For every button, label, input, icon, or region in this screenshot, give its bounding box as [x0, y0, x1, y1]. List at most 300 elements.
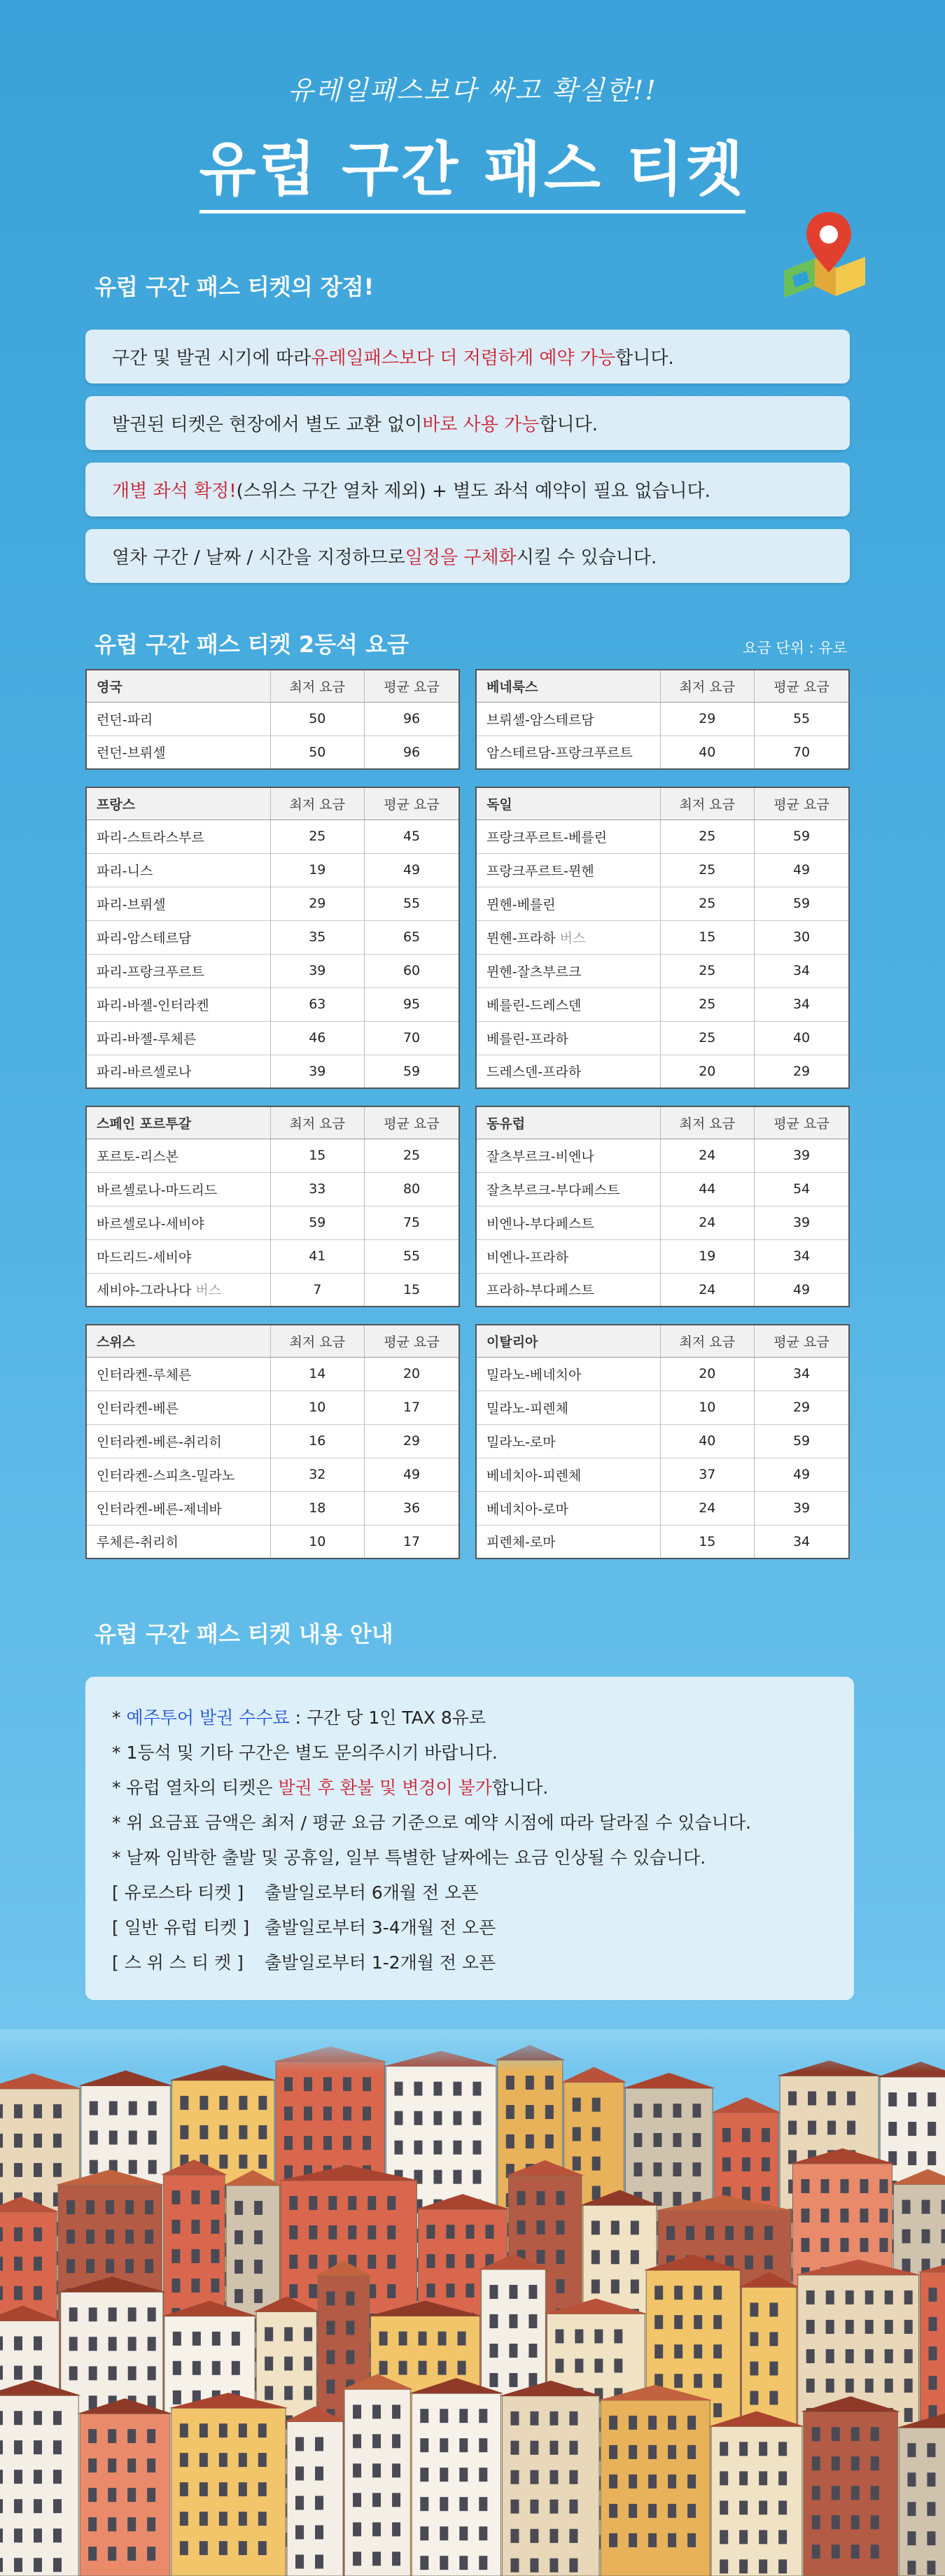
- info-highlight: 예주투어 발권 수수료: [126, 1708, 290, 1728]
- building-window: [147, 2458, 155, 2472]
- route-cell: [86, 1021, 270, 1055]
- avg-fare-cell: 39: [755, 1206, 849, 1239]
- building-window: [0, 2440, 3, 2454]
- building-window: [928, 2317, 937, 2331]
- min-fare-cell: 39: [270, 1055, 365, 1088]
- min-fare-cell: 15: [660, 1525, 755, 1558]
- col-avg-header: 평균 요금: [755, 787, 849, 819]
- building-window: [739, 2530, 748, 2544]
- building-window: [668, 2416, 676, 2430]
- fare-table-header: [476, 1325, 849, 1357]
- building-window: [387, 2225, 396, 2239]
- building-window: [832, 2427, 840, 2441]
- fare-table-header: [476, 787, 849, 819]
- building-window: [353, 2493, 361, 2507]
- building-window: [860, 2179, 868, 2193]
- info-line: [112, 1701, 854, 1736]
- building-window: [89, 2337, 97, 2351]
- avg-fare-cell: 65: [365, 920, 459, 954]
- merits-section: [0, 269, 945, 596]
- map-pin-icon: [778, 206, 869, 297]
- min-fare-cell: 46: [270, 1021, 365, 1055]
- building-window: [550, 2441, 558, 2455]
- building-window: [315, 2554, 323, 2568]
- route-name: 인터라켄-루체른: [97, 1367, 192, 1383]
- building-window: [686, 2226, 694, 2240]
- building-window: [14, 2528, 22, 2542]
- building-window: [309, 2196, 317, 2210]
- info-highlight: 발권 후 환불 및 변경이 불가: [278, 1778, 492, 1798]
- table-row: [86, 954, 459, 987]
- table-row: [476, 819, 849, 853]
- building-window: [258, 2541, 267, 2555]
- table-row: [86, 1206, 459, 1239]
- avg-fare-cell: 49: [755, 1458, 849, 1491]
- avg-fare-cell: 59: [755, 887, 849, 920]
- building-window: [573, 2098, 581, 2112]
- building-window: [69, 2307, 78, 2321]
- building-window: [509, 2285, 517, 2299]
- open-schedule-line: [112, 1945, 854, 1980]
- building-window: [368, 2255, 376, 2269]
- min-fare-cell: 20: [660, 1357, 755, 1391]
- building-window: [191, 2190, 200, 2204]
- building-window: [14, 2558, 22, 2572]
- building-window: [556, 2279, 565, 2293]
- building-window: [438, 2332, 447, 2346]
- col-avg-header: 평균 요금: [365, 670, 459, 702]
- building-window: [372, 2405, 381, 2419]
- open-period-text: 출발일로부터 3-4개월 전 오픈: [265, 1917, 496, 1938]
- building-window: [764, 2255, 773, 2269]
- merit-text: 발권된 티켓은 현장에서 별도 교환 없이: [112, 414, 423, 435]
- building: [172, 2408, 286, 2576]
- avg-fare-cell: 29: [755, 1391, 849, 1424]
- route-name: 인터라켄-베른-취리히: [97, 1434, 222, 1450]
- building-window: [692, 2104, 701, 2118]
- building-window: [634, 2104, 642, 2118]
- building-window: [713, 2403, 722, 2417]
- building-window: [739, 2442, 748, 2456]
- fare-table: [475, 787, 850, 1089]
- building-window: [673, 2162, 681, 2176]
- building-window: [127, 2547, 136, 2561]
- building-window: [759, 2471, 767, 2485]
- building-window: [609, 2475, 617, 2489]
- building-window: [654, 2315, 663, 2329]
- building-window: [348, 2225, 356, 2239]
- building-window: [289, 2196, 298, 2210]
- region-name: 동유럽: [476, 1106, 660, 1139]
- building-window: [239, 2155, 247, 2169]
- building-window: [128, 2307, 136, 2321]
- route-name: 뮌헨-잘츠부르크: [486, 964, 582, 980]
- route-cell: [476, 1172, 660, 1206]
- table-row: [86, 1391, 459, 1424]
- building-window: [304, 2136, 312, 2150]
- building-window: [34, 2440, 42, 2454]
- building-window: [326, 2350, 335, 2364]
- building-window: [66, 2259, 75, 2273]
- building-window: [127, 2458, 136, 2472]
- table-row: [476, 1391, 849, 1424]
- building-window: [34, 2411, 42, 2425]
- building-window: [674, 2315, 682, 2329]
- building-window: [528, 2285, 537, 2299]
- building-window: [453, 2141, 461, 2155]
- info-line: [112, 1806, 854, 1840]
- building-window: [219, 2453, 227, 2467]
- building-window: [927, 2531, 935, 2545]
- building-window: [614, 2358, 622, 2372]
- route-name: 밀라노-로마: [486, 1434, 556, 1450]
- route-cell: [86, 1055, 270, 1088]
- building-window: [14, 2366, 22, 2380]
- building-window: [53, 2558, 62, 2572]
- building-window: [304, 2106, 312, 2120]
- building-window: [720, 2442, 728, 2456]
- avg-fare-cell: 49: [755, 853, 849, 887]
- building-window: [234, 2201, 243, 2215]
- info-box: [85, 1677, 854, 2000]
- building-window: [106, 2200, 114, 2214]
- building-window: [53, 2134, 62, 2148]
- building-window: [295, 2437, 304, 2451]
- building-window: [379, 2361, 388, 2375]
- min-fare-cell: 59: [270, 1206, 365, 1239]
- min-fare-cell: 32: [270, 1458, 365, 1491]
- building-window: [0, 2257, 3, 2271]
- building-window: [426, 2283, 435, 2297]
- building-window: [14, 2470, 22, 2484]
- building-window: [128, 2337, 136, 2351]
- building-window: [840, 2238, 848, 2252]
- building-window: [446, 2254, 454, 2268]
- route-name: 런던-브뤼셀: [97, 745, 166, 761]
- building-window: [88, 2458, 97, 2472]
- route-cell: [86, 853, 270, 887]
- building-window: [629, 2445, 637, 2459]
- building-window: [769, 2391, 778, 2405]
- building-window: [927, 2092, 936, 2106]
- building-window: [368, 2196, 376, 2210]
- building-window: [826, 2379, 834, 2393]
- min-fare-cell: 25: [660, 1021, 755, 1055]
- building-window: [90, 2160, 98, 2174]
- hero-title: 유럽 구간 패스 티켓: [200, 122, 746, 213]
- building-window: [851, 2427, 860, 2441]
- building-window: [258, 2155, 267, 2169]
- building-window: [674, 2286, 682, 2300]
- building-window: [14, 2227, 22, 2241]
- building-window: [530, 2470, 538, 2484]
- merit-highlight: 유레일패스보다 더 저렴하게 예약 가능: [311, 348, 616, 369]
- building-window: [0, 2163, 3, 2177]
- building-window: [172, 2220, 180, 2234]
- building-window: [510, 2470, 519, 2484]
- building-window: [465, 2225, 474, 2239]
- building-window: [479, 2409, 487, 2423]
- building-window: [34, 2366, 42, 2380]
- building-window: [812, 2456, 820, 2470]
- building-window: [372, 2434, 381, 2448]
- table-row: [86, 1021, 459, 1055]
- building-window: [827, 2120, 836, 2134]
- fare-table: [475, 1324, 850, 1559]
- route-cell: [476, 887, 660, 920]
- building-window: [528, 2314, 537, 2328]
- building-window: [509, 2373, 517, 2387]
- building-window: [127, 2488, 136, 2502]
- building-window: [440, 2468, 448, 2482]
- building-window: [180, 2125, 188, 2139]
- region-name: 스위스: [86, 1325, 270, 1357]
- building-window: [673, 2192, 681, 2206]
- building-window: [219, 2155, 227, 2169]
- info-text: *: [112, 1708, 127, 1728]
- building-window: [53, 2440, 62, 2454]
- route-name: 인터라켄-스피츠-밀라노: [97, 1468, 235, 1484]
- building-window: [687, 2445, 696, 2459]
- avg-fare-cell: 39: [755, 1491, 849, 1525]
- building-window: [851, 2456, 860, 2470]
- building-window: [687, 2475, 696, 2489]
- building-window: [200, 2512, 208, 2526]
- building-window: [191, 2279, 200, 2293]
- building-window: [459, 2438, 468, 2452]
- building-window: [394, 2141, 402, 2155]
- building-window: [692, 2162, 701, 2176]
- building-window: [745, 2255, 753, 2269]
- building-window: [258, 2453, 267, 2467]
- col-min-header: 최저 요금: [660, 1106, 755, 1139]
- building-window: [489, 2314, 498, 2328]
- building-window: [420, 2556, 428, 2570]
- building-window: [192, 2361, 201, 2375]
- region-name: 스페인 포르투갈: [86, 1106, 270, 1139]
- col-avg-header: 평균 요금: [365, 1106, 459, 1139]
- region-name: 영국: [86, 670, 270, 702]
- building-window: [904, 2379, 913, 2393]
- col-avg-header: 평균 요금: [755, 1325, 849, 1357]
- building-window: [234, 2289, 243, 2303]
- table-row: [476, 1273, 849, 1307]
- merit-highlight: 바로 사용 가능: [422, 414, 540, 435]
- avg-fare-cell: 25: [365, 1139, 459, 1172]
- building-window: [927, 2122, 936, 2136]
- building-window: [573, 2157, 581, 2171]
- building-window: [392, 2493, 400, 2507]
- building-window: [326, 2321, 335, 2335]
- avg-fare-cell: 75: [365, 1206, 459, 1239]
- min-fare-cell: 24: [660, 1491, 755, 1525]
- avg-fare-cell: 49: [755, 1273, 849, 1307]
- building-window: [826, 2290, 834, 2304]
- building-window: [459, 2468, 468, 2482]
- building-roof: [711, 2097, 781, 2113]
- building-window: [145, 2259, 153, 2273]
- col-avg-header: 평균 요금: [365, 787, 459, 819]
- building-window: [192, 2332, 201, 2346]
- building-window: [812, 2545, 820, 2559]
- route-cell: [86, 1458, 270, 1491]
- building-window: [750, 2391, 758, 2405]
- route-name: 마드리드-세비야: [97, 1249, 192, 1265]
- building-window: [801, 2179, 809, 2193]
- table-row: [86, 1424, 459, 1458]
- min-fare-cell: 10: [660, 1391, 755, 1424]
- building-window: [629, 2416, 637, 2430]
- table-row: [476, 1055, 849, 1088]
- min-fare-cell: 41: [270, 1239, 365, 1273]
- building-window: [745, 2226, 753, 2240]
- route-name: 뮌헨-프라하: [486, 930, 556, 946]
- building-window: [545, 2134, 554, 2148]
- route-name: 베네치아-로마: [486, 1501, 568, 1517]
- building-window: [353, 2552, 361, 2566]
- min-fare-cell: 39: [270, 954, 365, 987]
- building-window: [363, 2136, 371, 2150]
- route-cell: [476, 1206, 660, 1239]
- route-cell: [476, 1357, 660, 1391]
- building-window: [284, 2077, 293, 2091]
- building-window: [147, 2429, 155, 2443]
- table-row: [86, 702, 459, 736]
- building-window: [871, 2427, 879, 2441]
- building-window: [219, 2482, 227, 2496]
- building-window: [109, 2102, 118, 2116]
- info-text: 합니다.: [491, 1778, 549, 1798]
- building-window: [420, 2438, 428, 2452]
- building-window: [846, 2349, 854, 2363]
- building-window: [394, 2082, 402, 2096]
- building-window: [922, 2200, 930, 2213]
- building-window: [472, 2141, 481, 2155]
- building-window: [14, 2440, 22, 2454]
- route-cell: [86, 819, 270, 853]
- building-window: [346, 2350, 354, 2364]
- table-row: [476, 1357, 849, 1391]
- col-min-header: 최저 요금: [660, 1325, 755, 1357]
- merit-item: [85, 396, 850, 450]
- building-window: [928, 2288, 937, 2302]
- building-window: [200, 2125, 208, 2139]
- building-window: [309, 2255, 317, 2269]
- building-window: [928, 2346, 937, 2360]
- route-cell: [476, 1055, 660, 1088]
- min-fare-cell: 33: [270, 1172, 365, 1206]
- avg-fare-cell: 54: [755, 1172, 849, 1206]
- building-window: [472, 2082, 481, 2096]
- building-window: [420, 2468, 428, 2482]
- building-window: [426, 2254, 435, 2268]
- building-window: [346, 2321, 354, 2335]
- fare-table: [85, 669, 460, 770]
- building-window: [653, 2104, 662, 2118]
- building-window: [941, 2200, 945, 2213]
- building-window: [674, 2374, 682, 2388]
- fares-section: [0, 627, 945, 1551]
- col-min-header: 최저 요금: [660, 787, 755, 819]
- avg-fare-cell: 34: [755, 954, 849, 987]
- min-fare-cell: 35: [270, 920, 365, 954]
- building-window: [654, 2286, 663, 2300]
- route-cell: [86, 1424, 270, 1458]
- info-text: * 날짜 임박한 출발 및 공휴일, 일부 특별한 날짜에는 요금 인상될 수 있습니다.: [112, 1847, 706, 1868]
- building-window: [907, 2502, 916, 2516]
- building-window: [239, 2482, 247, 2496]
- building-window: [706, 2226, 714, 2240]
- building-window: [908, 2151, 916, 2165]
- building-window: [592, 2098, 601, 2112]
- building-window: [239, 2125, 247, 2139]
- table-row: [476, 1458, 849, 1491]
- building-window: [392, 2463, 400, 2477]
- building-window: [885, 2349, 893, 2363]
- building-window: [666, 2226, 675, 2240]
- building-window: [808, 2120, 816, 2134]
- building-window: [433, 2082, 442, 2096]
- building-window: [648, 2416, 657, 2430]
- building-window: [594, 2329, 603, 2343]
- route-cell: [476, 1239, 660, 1273]
- building-window: [506, 2134, 514, 2148]
- avg-fare-cell: 34: [755, 1357, 849, 1391]
- building-window: [0, 2286, 3, 2300]
- building-window: [713, 2315, 722, 2329]
- avg-fare-cell: 29: [755, 1055, 849, 1088]
- building-window: [440, 2497, 448, 2511]
- building-window: [200, 2423, 208, 2437]
- building-window: [172, 2190, 180, 2204]
- building-window: [34, 2337, 42, 2351]
- building-window: [694, 2344, 702, 2358]
- building-window: [128, 2366, 136, 2380]
- min-fare-cell: 37: [660, 1458, 755, 1491]
- building-window: [510, 2412, 519, 2426]
- merit-text: 합니다.: [615, 348, 674, 369]
- route-cell: [86, 736, 270, 769]
- route-cell: [476, 1273, 660, 1307]
- avg-fare-cell: 17: [365, 1525, 459, 1558]
- route-cell: [476, 1458, 660, 1491]
- building-window: [528, 2373, 537, 2387]
- route-cell: [476, 1021, 660, 1055]
- route-name: 세비야-그라나다: [97, 1283, 192, 1299]
- building-window: [258, 2482, 267, 2496]
- route-cell: [86, 1525, 270, 1558]
- building-window: [904, 2408, 913, 2422]
- building-window: [172, 2279, 180, 2293]
- building-window: [125, 2230, 134, 2244]
- building-window: [742, 2128, 750, 2142]
- table-row: [476, 736, 849, 769]
- building-window: [941, 2229, 945, 2243]
- building-window: [537, 2250, 545, 2264]
- route-name: 포르토-리스본: [97, 1148, 178, 1164]
- building-window: [414, 2082, 422, 2096]
- building-window: [742, 2187, 750, 2201]
- table-row: [86, 1525, 459, 1558]
- info-line: [112, 1840, 854, 1875]
- fare-table-header: [476, 1106, 849, 1139]
- building-window: [592, 2157, 601, 2171]
- table-row: [476, 1139, 849, 1172]
- building-window: [611, 2250, 620, 2264]
- building-window: [34, 2257, 42, 2271]
- table-row: [86, 736, 459, 769]
- building-window: [530, 2500, 538, 2514]
